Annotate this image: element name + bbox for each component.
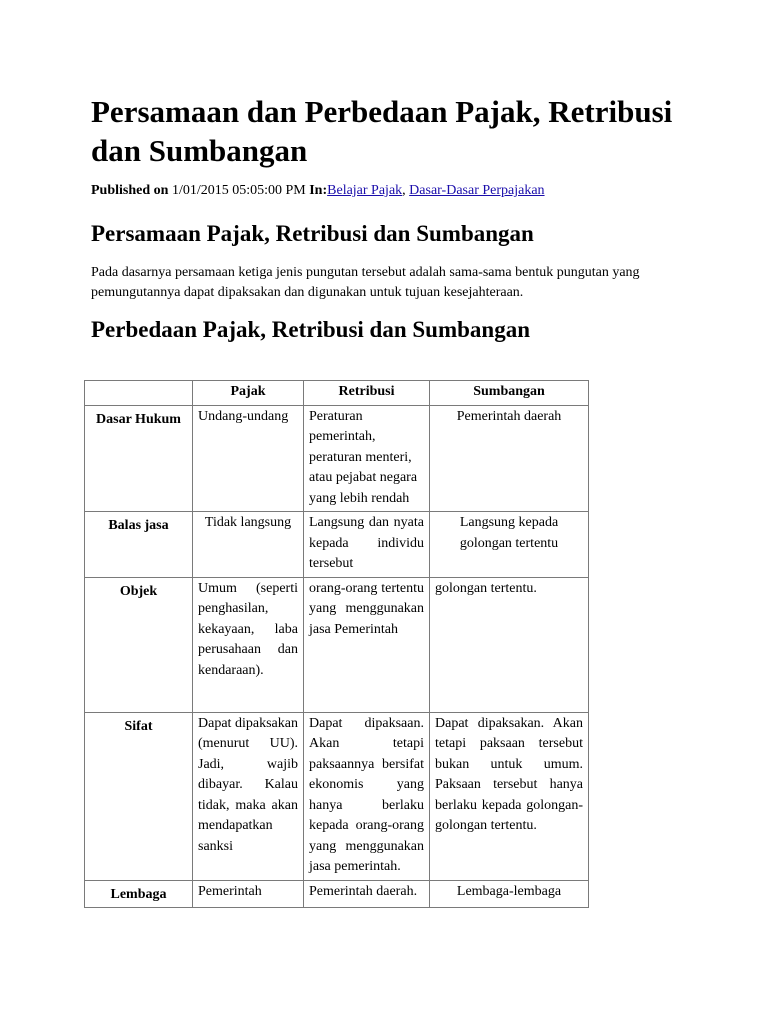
header-cell-pajak: Pajak (193, 381, 304, 406)
header-cell-empty (85, 381, 193, 406)
cell-pajak: Undang-undang (193, 405, 304, 512)
cell-pajak: Dapat dipaksakan (menurut UU). Jadi, wajib dibayar. Kalau tidak, maka akan mendapatkan sanksi (193, 712, 304, 880)
article-title: Persamaan dan Perbedaan Pajak, Retribusi dan Sumbangan (91, 94, 673, 168)
article-meta (91, 182, 545, 200)
cell-pajak: Pemerintah (193, 880, 304, 908)
published-label: Published on (91, 183, 169, 198)
table-row-sifat (85, 712, 589, 880)
similarity-paragraph: Pada dasarnya persamaan ketiga jenis pungutan tersebut adalah sama-sama bentuk pungutan yang pemungutannya dapat dipaksakan dan digunakan untuk tujuan kesejahteraan. (91, 265, 640, 300)
cell-sumbangan: Lembaga-lembaga (430, 880, 589, 908)
cell-retribusi: Pemerintah daerah. (304, 880, 430, 908)
header-cell-sumbangan: Sumbangan (430, 381, 589, 406)
difference-heading: Perbedaan Pajak, Retribusi dan Sumbangan (91, 317, 530, 342)
category-link-dasar-dasar-perpajakan[interactable]: Dasar-Dasar Perpajakan (409, 183, 545, 198)
row-label: Balas jasa (85, 512, 193, 578)
header-cell-retribusi: Retribusi (304, 381, 430, 406)
similarity-heading: Persamaan Pajak, Retribusi dan Sumbangan (91, 221, 534, 246)
row-label: Lembaga (85, 880, 193, 908)
cell-pajak: Tidak langsung (193, 512, 304, 578)
cell-pajak: Umum (seperti penghasilan, kekayaan, laba perusahaan dan kendaraan). (193, 577, 304, 712)
in-label: In: (309, 183, 328, 198)
table-header-row (85, 381, 589, 406)
row-label: Sifat (85, 712, 193, 880)
cell-sumbangan: golongan tertentu. (430, 577, 589, 712)
comparison-table (84, 380, 589, 908)
cell-sumbangan: Dapat dipaksakan. Akan tetapi paksaan tersebut bukan untuk umum. Paksaan tersebut hanya berlaku kepada golongan-golongan tertentu. (430, 712, 589, 880)
published-date: 1/01/2015 05:05:00 PM (171, 183, 306, 198)
cell-sumbangan: Pemerintah daerah (430, 405, 589, 512)
table-row-objek (85, 577, 589, 712)
cell-retribusi: orang-orang tertentu yang menggunakan jasa Pemerintah (304, 577, 430, 712)
table-row-dasar-hukum (85, 405, 589, 512)
category-separator: , (402, 183, 410, 198)
cell-retribusi: Dapat dipaksaan. Akan tetapi paksaannya bersifat ekonomis yang hanya berlaku kepada orang-orang yang menggunakan jasa pemerintah. (304, 712, 430, 880)
table-row-lembaga (85, 880, 589, 908)
row-label: Dasar Hukum (85, 405, 193, 512)
cell-retribusi: Langsung dan nyata kepada individu tersebut (304, 512, 430, 578)
cell-sumbangan: Langsung kepada golongan tertentu (430, 512, 589, 578)
cell-retribusi: Peraturan pemerintah, peraturan menteri, atau pejabat negara yang lebih rendah (304, 405, 430, 512)
table-row-balas-jasa (85, 512, 589, 578)
row-label: Objek (85, 577, 193, 712)
category-link-belajar-pajak[interactable]: Belajar Pajak (327, 183, 403, 198)
